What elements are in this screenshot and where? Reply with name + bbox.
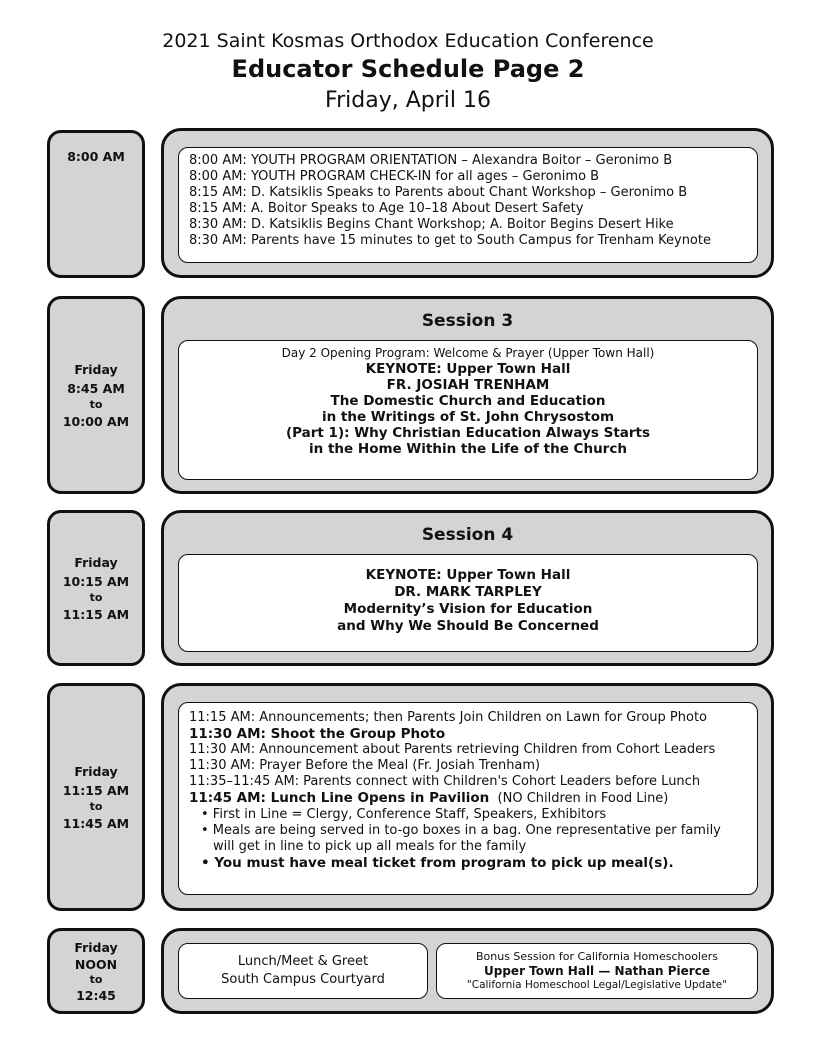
time-end: 12:45: [76, 987, 116, 1003]
time-day: Friday: [74, 554, 118, 570]
page-title: Educator Schedule Page 2: [231, 55, 585, 83]
lunch-prep-block: [161, 683, 774, 911]
schedule-item: 8:15 AM: D. Katsiklis Speaks to Parents about Chant Workshop – Geronimo B: [189, 185, 688, 200]
noon-block: [161, 928, 774, 1014]
talk-title-line: in the Home Within the Life of the Church: [309, 441, 627, 457]
talk-title-line: Modernity’s Vision for Education: [343, 601, 593, 617]
lunch-meet-greet-box: [178, 943, 428, 999]
time-end: 10:00 AM: [62, 413, 130, 429]
time-to: to: [89, 799, 103, 813]
bullet-item: • Meals are being served in to-go boxes in a bag. One representative per family will get in line to pick up all meals for the family: [201, 823, 721, 854]
time-to: to: [89, 590, 103, 604]
time-box-session-4: [47, 510, 145, 666]
schedule-item: 11:30 AM: Announcement about Parents retrieving Children from Cohort Leaders: [189, 742, 716, 757]
speaker-name: DR. MARK TARPLEY: [394, 584, 542, 600]
session-title: Session 3: [421, 311, 514, 331]
time-box-noon: [47, 928, 145, 1014]
speaker-name: FR. JOSIAH TRENHAM: [386, 377, 550, 393]
time-start: NOON: [74, 956, 118, 972]
time-label: 8:00 AM: [67, 149, 125, 164]
schedule-item: 8:15 AM: A. Boitor Speaks to Age 10–18 About Desert Safety: [189, 201, 584, 216]
conference-name: 2021 Saint Kosmas Orthodox Education Conference: [162, 30, 654, 52]
time-end: 11:45 AM: [62, 815, 130, 831]
time-box-8am: [47, 130, 145, 278]
schedule-item: 11:15 AM: Announcements; then Parents Join Children on Lawn for Group Photo: [189, 710, 708, 725]
talk-title-line: (Part 1): Why Christian Education Always Starts: [285, 425, 651, 441]
time-to: to: [89, 397, 103, 411]
bullet-item: • First in Line = Clergy, Conference Staff, Speakers, Exhibitors: [201, 807, 607, 822]
schedule-item: 8:00 AM: YOUTH PROGRAM ORIENTATION – Alexandra Boitor – Geronimo B: [189, 153, 673, 168]
bullet-item-meal-ticket: • You must have meal ticket from program to pick up meal(s).: [201, 855, 674, 871]
talk-title-line: and Why We Should Be Concerned: [337, 618, 599, 634]
lunch-title: Lunch/Meet & Greet: [237, 954, 369, 969]
talk-title-line: in the Writings of St. John Chrysostom: [321, 409, 615, 425]
schedule-item-lunch-line: [189, 790, 747, 807]
bonus-session-box: [436, 943, 758, 999]
keynote-location: KEYNOTE: Upper Town Hall: [365, 567, 571, 583]
time-start: 8:45 AM: [67, 380, 125, 396]
lunch-line-note: (NO Children in Food Line): [497, 791, 669, 806]
time-day: Friday: [74, 763, 118, 779]
morning-block: [161, 128, 774, 278]
time-to: to: [89, 972, 103, 986]
schedule-item: 11:35–11:45 AM: Parents connect with Children's Cohort Leaders before Lunch: [189, 774, 701, 789]
schedule-item: 8:30 AM: D. Katsiklis Begins Chant Workshop; A. Boitor Begins Desert Hike: [189, 217, 674, 232]
session-4-details: [178, 554, 758, 652]
time-start: 11:15 AM: [62, 782, 130, 798]
bonus-session-talk-title: "California Homeschool Legal/Legislative Update": [466, 979, 728, 991]
schedule-item-group-photo: 11:30 AM: Shoot the Group Photo: [189, 726, 446, 742]
morning-schedule-list: [178, 147, 758, 263]
session-3-details: [178, 340, 758, 480]
bonus-session-location-speaker: Upper Town Hall — Nathan Pierce: [484, 964, 710, 978]
time-day: Friday: [74, 939, 118, 955]
time-start: 10:15 AM: [62, 573, 130, 589]
talk-title-line: The Domestic Church and Education: [330, 393, 606, 409]
lunch-location: South Campus Courtyard: [221, 972, 385, 987]
time-day: Friday: [74, 361, 118, 377]
lunch-prep-list: [178, 702, 758, 895]
lunch-line-time: 11:45 AM: Lunch Line Opens in Pavilion: [189, 790, 490, 806]
time-box-lunch-prep: [47, 683, 145, 911]
schedule-item: 8:00 AM: YOUTH PROGRAM CHECK-IN for all ages – Geronimo B: [189, 169, 600, 184]
keynote-location: KEYNOTE: Upper Town Hall: [365, 361, 571, 377]
opening-program: Day 2 Opening Program: Welcome & Prayer (Upper Town Hall): [281, 346, 655, 360]
page-date: Friday, April 16: [325, 88, 491, 113]
time-end: 11:15 AM: [62, 606, 130, 622]
time-box-session-3: [47, 296, 145, 494]
schedule-item: 11:30 AM: Prayer Before the Meal (Fr. Josiah Trenham): [189, 758, 541, 773]
bonus-session-title: Bonus Session for California Homeschoolers: [475, 950, 719, 963]
schedule-item: 8:30 AM: Parents have 15 minutes to get to South Campus for Trenham Keynote: [189, 233, 711, 248]
session-3-block: [161, 296, 774, 494]
session-4-block: [161, 510, 774, 666]
session-title: Session 4: [421, 525, 514, 545]
